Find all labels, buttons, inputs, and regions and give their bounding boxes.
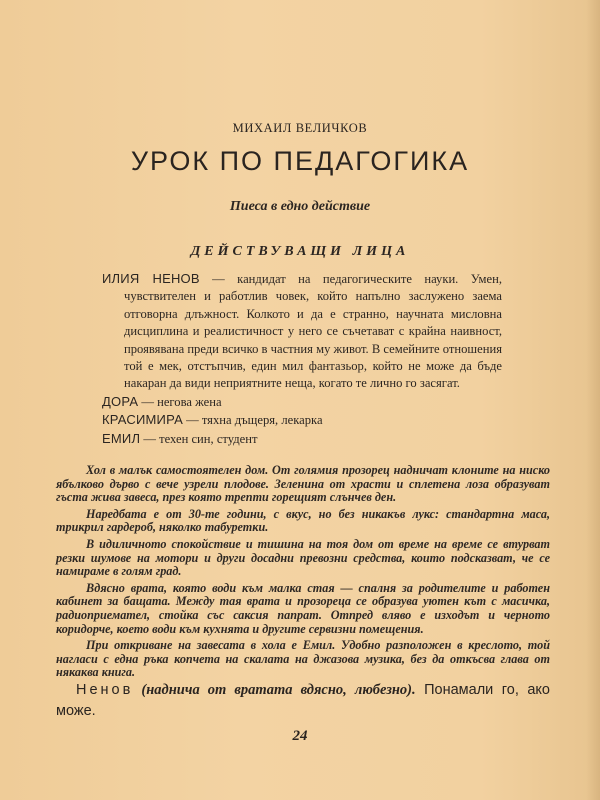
character-name: ЕМИЛ <box>102 430 141 446</box>
stage-direction-paragraph: При откриване на завесата в хола е Емил. Удобно разположен в креслото, той нагласи с една ръка копчета на скалата на джазова музика, без да откъсва глава от някаква книга. <box>56 638 550 680</box>
author-name: МИХАИЛ ВЕЛИЧКОВ <box>232 121 368 135</box>
character-description: — кандидат на педагогическите науки. Умен, чувствителен и работлив човек, който напълно заслужено заема отговорна длъжност. Колкото и да е странно, научната мисловна дисциплина и реалистичност у него се съчетават с крайна наивност, проявявана преди всичко в частния му живот. В семейните отношения той е мек, отстъпчив, един мил фантазьор, който не може да бъде накаран да види неприятните неща, когато те лично го засягат. <box>124 272 503 391</box>
character-name: ДОРА <box>102 393 139 409</box>
cast-entry-emil <box>102 430 502 448</box>
spoken-text: Понамали го, ако може. <box>56 682 550 719</box>
cast-heading: ДЕЙСТВУВАЩИ ЛИЦА <box>190 244 410 259</box>
parenthetical-direction: (надничa от вратата вдясно, любезно). <box>133 682 416 698</box>
stage-direction-paragraph: Хол в малък самостоятелен дом. От голямия прозорец надничат клоните на ниско ябълково дърво с вече узрели плодове. Зеленина от храсти и сплетена лоза образуват гъста жива завеса, през която трепти горещият слънчев ден. <box>56 463 550 505</box>
cast-entry-dora <box>102 393 502 411</box>
character-description: — негова жена <box>138 394 222 409</box>
character-description: — техен син, студент <box>140 431 258 446</box>
cast-list <box>102 270 502 448</box>
speaker-name: Ненов <box>76 682 134 698</box>
character-description: — тяхна дъщеря, лекарка <box>182 413 323 428</box>
dialogue-line <box>56 680 550 722</box>
character-name: КРАСИМИРА <box>102 412 183 428</box>
page-edge-shadow <box>586 0 600 800</box>
cast-entry-krasimira <box>102 411 502 429</box>
play-title: УРОК ПО ПЕДАГОГИКА <box>130 146 470 176</box>
stage-direction-paragraph: Наредбата е от 30-те години, с вкус, но без никакъв лукс: стандартна маса, трикрил гардероб, няколко табуретки. <box>56 506 550 535</box>
stage-directions <box>56 464 550 683</box>
page-number: 24 <box>292 728 308 744</box>
play-subtitle: Пиеса в едно действие <box>229 199 371 214</box>
cast-entry-ilia-nenov <box>102 270 502 393</box>
stage-direction-paragraph: В идиличното спокойствие и тишина на тоя дом от време на време се втурват резки шумове на мотори и други досадни превозни средства, които подсказват, че се намираме в голям град. <box>56 536 550 579</box>
character-name: ИЛИЯ НЕНОВ <box>102 271 200 286</box>
stage-direction-paragraph: Вдясно врата, която води към малка стая — спалня за родителите и работен кабинет за бащата. Между тая врата и прозореца се образува уютен кът с масичка, радиоприемател, стойка със саксия папрат. Отпред вляво е изходът и черното коридорче, което води към кухнята и другите сервизни помещения. <box>56 580 550 636</box>
